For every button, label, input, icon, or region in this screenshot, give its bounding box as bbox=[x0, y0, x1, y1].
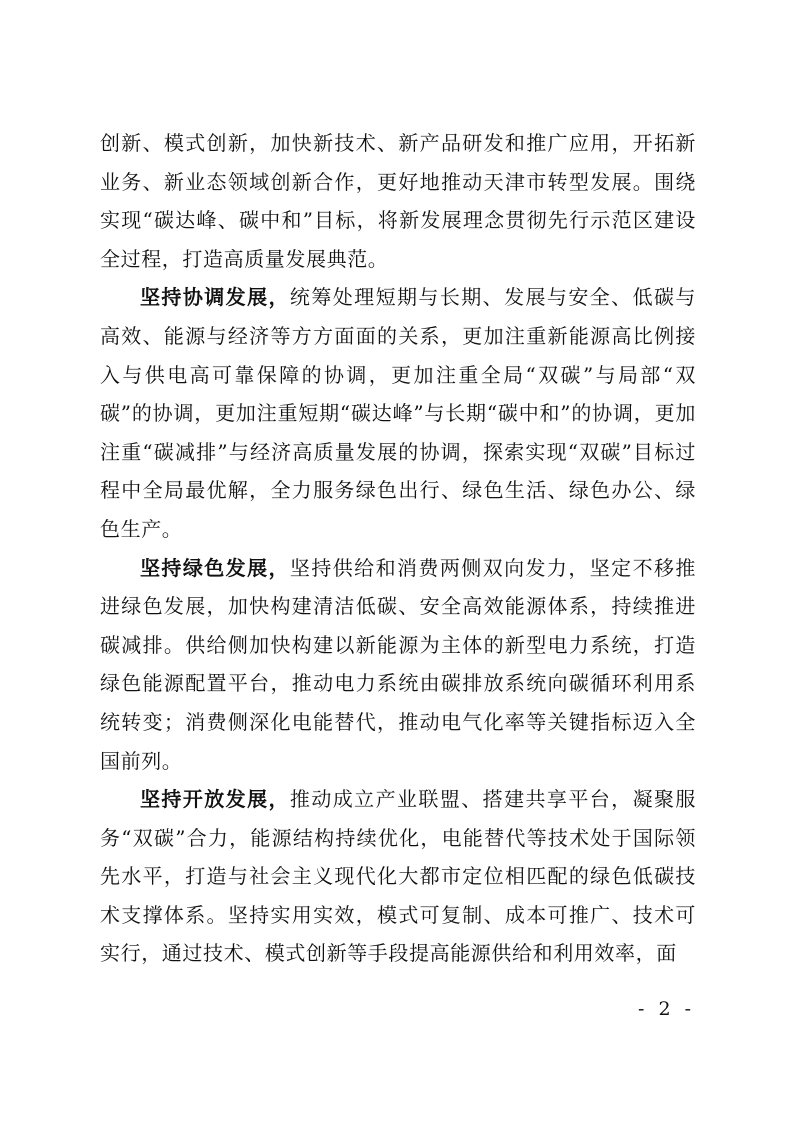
paragraph-continued bbox=[100, 124, 696, 278]
paragraph-lead: 坚持协调发展， bbox=[140, 285, 290, 310]
paragraph-text: 统筹处理短期与长期、发展与安全、低碳与高效、能源与经济等方方面面的关系，更加注重新能源高比例接入与供电高可靠保障的协调，更加注重全局“双碳”与局部“双碳”的协调，更加注重短期“碳达峰”与长期“碳中和”的协调，更加注重“碳减排”与经济高质量发展的协调，探索实现“双碳”目标过程中全局最优解，全力服务绿色出行、绿色生活、绿色办公、绿色生产。 bbox=[100, 285, 697, 541]
paragraph-text: 坚持供给和消费两侧双向发力，坚定不移推进绿色发展，加快构建清洁低碳、安全高效能源体系，持续推进碳减排。供给侧加快构建以新能源为主体的新型电力系统，打造绿色能源配置平台，推动电力系统由碳排放系统向碳循环利用系统转变；消费侧深化电能替代，推动电气化率等关键指标迈入全国前列。 bbox=[100, 555, 697, 773]
paragraph-text: 创新、模式创新，加快新技术、新产品研发和推广应用，开拓新业务、新业态领域创新合作，更好地推动天津市转型发展。围绕实现“碳达峰、碳中和”目标，将新发展理念贯彻先行示范区建设全过程，打造高质量发展典范。 bbox=[100, 131, 696, 271]
paragraph-coordinated-development bbox=[100, 278, 696, 548]
paragraph-open-development bbox=[100, 780, 696, 973]
body-text bbox=[100, 124, 696, 973]
paragraph-text: 推动成立产业联盟、搭建共享平台，凝聚服务“双碳”合力，能源结构持续优化，电能替代等技术处于国际领先水平，打造与社会主义现代化大都市定位相匹配的绿色低碳技术支撑体系。坚持实用实效，模式可复制、成本可推广、技术可实行，通过技术、模式创新等手段提高能源供给和利用效率，面 bbox=[100, 787, 697, 966]
page-number: - 2 - bbox=[637, 998, 695, 1020]
paragraph-lead: 坚持开放发展， bbox=[140, 787, 290, 812]
paragraph-lead: 坚持绿色发展， bbox=[140, 555, 290, 580]
paragraph-green-development bbox=[100, 549, 696, 781]
